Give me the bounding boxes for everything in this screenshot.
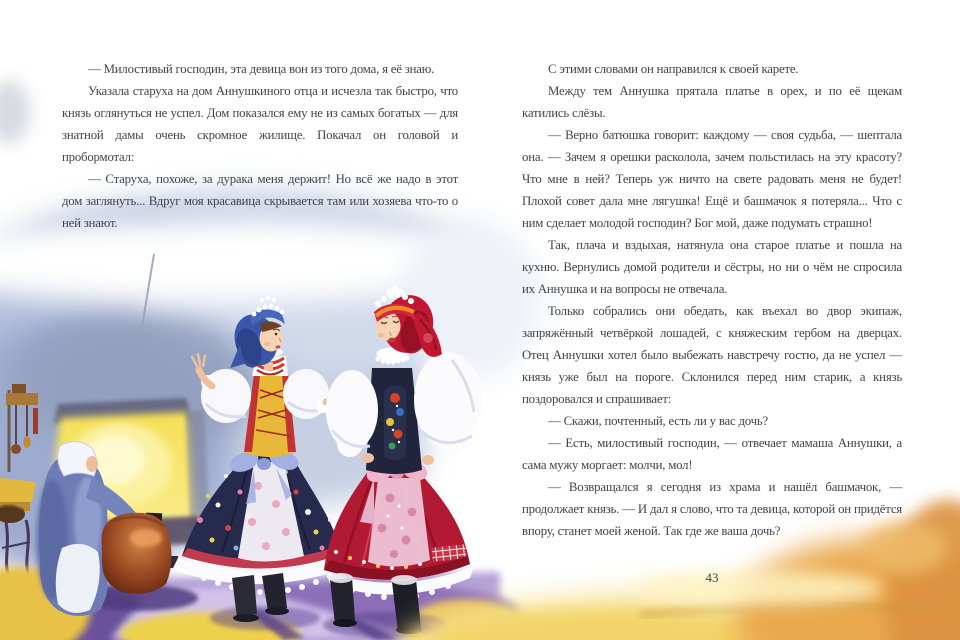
paragraph: — Возвращался я сегодня из храма и нашёл башмачок, — продолжает князь. — И дал я слово, что та девица, которой он придётся впору, станет моей женой. Так где же ваша дочь? [522, 480, 902, 538]
paragraph: Между тем Аннушка прятала платье в орех, и по её щекам катились слёзы. [522, 84, 902, 120]
left-page-text [62, 58, 458, 234]
clay-pot [101, 513, 171, 594]
corner-smudge [0, 80, 30, 144]
paragraph: — Скажи, почтенный, есть ли у вас дочь? [548, 414, 768, 428]
paragraph: — Милостивый господин, эта девица вон из того дома, я её знаю. [88, 62, 435, 76]
page-number: 43 [705, 570, 719, 585]
paragraph: — Старуха, похоже, за дурака меня держит! Но всё же надо в этот дом заглянуть... Вдруг моя красавица скрывается там или хозяева что-то о ней знают. [62, 172, 458, 230]
paragraph: Только собрались они обедать, как въехал во двор экипаж, запряжённый четвёркой лошадей, с княжеским гербом на дверцах. Отец Аннушки хотел было выбежать навстречу гостю, да не успел — князь уже был на пороге. Склонился перед ним старик, а князь поздоровался и спрашивает: [522, 304, 902, 406]
right-page-text [522, 58, 902, 542]
paragraph: — Есть, милостивый господин, — отвечает мамаша Аннушки, а сама мужу моргает: молчи, мол! [522, 436, 902, 472]
paragraph: Так, плача и вздыхая, натянула она старое платье и пошла на кухню. Вернулись домой родители и сёстры, но ни о чём не спросила их Аннушка и на вопросы не отвечала. [522, 238, 902, 296]
paragraph: — Верно батюшка говорит: каждому — своя судьба, — шептала она. — Зачем я орешки расколола, зачем польстилась на эту красоту? Что мне в ней? Теперь уж ничто на свете радовать меня не будет! Плохой совет дала мне лягушка! Ещё и башмачок я потеряла... Что с ним сделает молодой господин? Бог мой, даже подумать страшно! [522, 128, 902, 230]
paragraph: С этими словами он направился к своей карете. [548, 62, 799, 76]
paragraph: Указала старуха на дом Аннушкиного отца и исчезла так быстро, что князь оглянуться не успел. Дом показался ему не из самых богатых — для знатной дамы очень скромное жилище. Покачал он головой и пробормотал: [62, 84, 458, 164]
